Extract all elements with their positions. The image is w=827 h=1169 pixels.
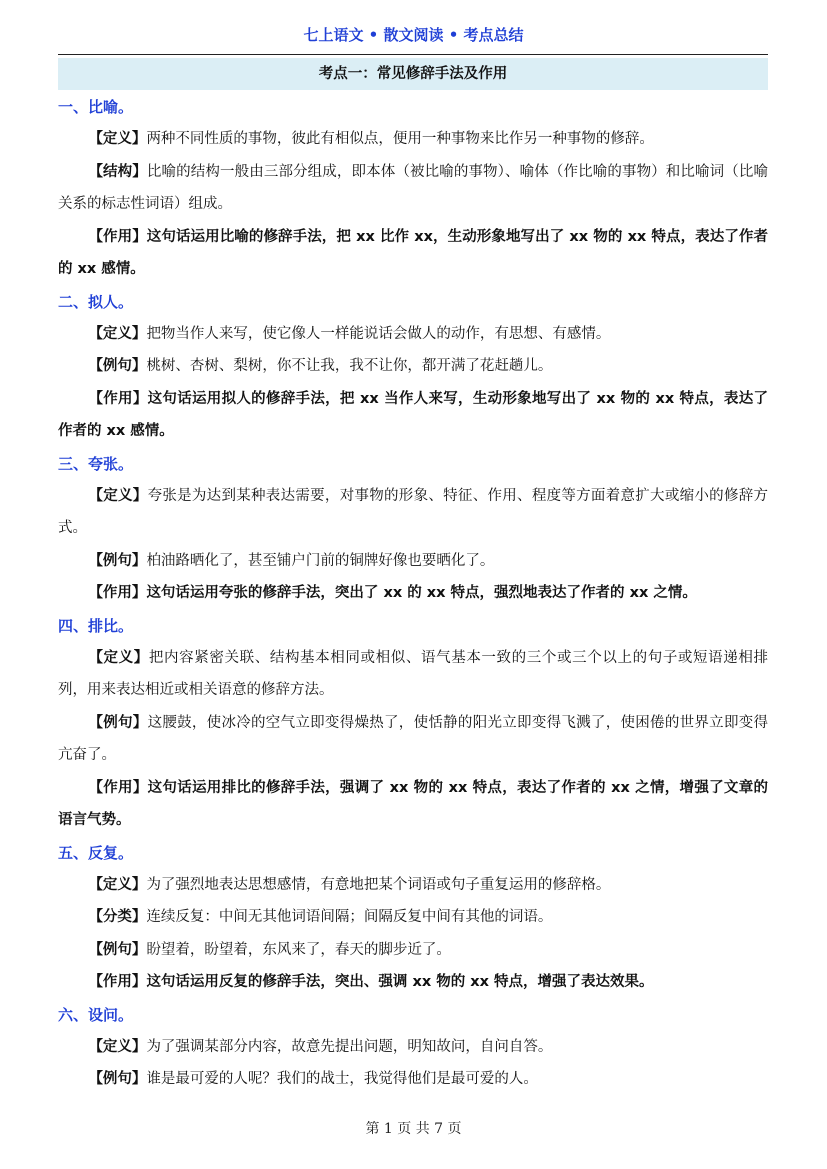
section-heading: 三、夸张。 xyxy=(58,454,134,473)
paragraph-text: 这腰鼓，使冰冷的空气立即变得燥热了，使恬静的阳光立即变得飞溅了，使困倦的世界立即变得亢奋了。 xyxy=(58,714,769,763)
section-heading: 四、排比。 xyxy=(58,616,134,635)
paragraph xyxy=(58,901,768,934)
paragraph xyxy=(58,1031,768,1064)
paragraph-label: 【分类】 xyxy=(88,909,147,925)
paragraph-text: 这句话运用比喻的修辞手法，把 xx 比作 xx，生动形象地写出了 xx 物的 xx 特点，表达了作者的 xx 感情。 xyxy=(58,228,769,277)
paragraph-label: 【结构】 xyxy=(88,163,147,180)
paragraph-label: 【定义】 xyxy=(88,131,147,147)
paragraph-text: 盼望着，盼望着，东风来了，春天的脚步近了。 xyxy=(146,941,451,958)
paragraph xyxy=(58,966,768,999)
paragraph-text: 谁是最可爱的人呢？我们的战士，我觉得他们是最可爱的人。 xyxy=(146,1071,538,1087)
paragraph-label: 【定义】 xyxy=(88,325,147,342)
paragraph xyxy=(58,480,768,545)
paragraph xyxy=(58,156,768,221)
paragraph-label: 【定义】 xyxy=(88,649,149,666)
paragraph-label: 【作用】 xyxy=(88,974,147,990)
paragraph-label: 【例句】 xyxy=(88,1071,147,1087)
paragraph-text: 这句话运用拟人的修辞手法，把 xx 当作人来写，生动形象地写出了 xx 物的 xx 特点，表达了作者的 xx 感情。 xyxy=(58,390,768,439)
section-heading: 二、拟人。 xyxy=(58,292,134,311)
paragraph xyxy=(58,318,768,351)
paragraph-label: 【例句】 xyxy=(88,358,147,374)
paragraph-label: 【定义】 xyxy=(88,1038,147,1055)
section-title-bar: 考点一：常见修辞手法及作用 xyxy=(58,58,768,90)
paragraph-text: 夸张是为达到某种表达需要，对事物的形象、特征、作用、程度等方面着意扩大或缩小的修辞方式。 xyxy=(58,487,769,536)
paragraph-label: 【例句】 xyxy=(88,552,147,569)
paragraph-text: 这句话运用反复的修辞手法，突出、强调 xx 物的 xx 特点，增强了表达效果。 xyxy=(146,974,654,990)
paragraph xyxy=(58,221,768,286)
paragraph-text: 这句话运用排比的修辞手法，强调了 xx 物的 xx 特点，表达了作者的 xx 之情，增强了文章的语言气势。 xyxy=(58,779,768,828)
paragraph xyxy=(58,383,768,448)
paragraph xyxy=(58,1063,768,1096)
paragraph-text: 这句话运用夸张的修辞手法，突出了 xx 的 xx 特点，强烈地表达了作者的 xx 之情。 xyxy=(146,585,697,601)
paragraph-text: 柏油路晒化了，甚至铺户门前的铜牌好像也要晒化了。 xyxy=(146,552,495,569)
paragraph-label: 【作用】 xyxy=(88,390,148,407)
content-body xyxy=(58,91,768,1096)
page-title: 七上语文 • 散文阅读 • 考点总结 xyxy=(303,26,524,44)
paragraph-label: 【作用】 xyxy=(88,228,147,245)
paragraph xyxy=(58,123,768,156)
paragraph xyxy=(58,869,768,902)
paragraph xyxy=(58,577,768,610)
paragraph-text: 两种不同性质的事物，彼此有相似点，便用一种事物来比作另一种事物的修辞。 xyxy=(146,131,654,147)
paragraph-text: 桃树、杏树、梨树，你不让我，我不让你，都开满了花赶趟儿。 xyxy=(146,358,553,374)
paragraph-label: 【例句】 xyxy=(88,714,148,731)
section-heading: 一、比喻。 xyxy=(58,98,134,116)
paragraph-text: 把内容紧密关联、结构基本相同或相似、语气基本一致的三个或三个以上的句子或短语递相排列，用来表达相近或相关语意的修辞方法。 xyxy=(58,649,769,698)
section-heading: 六、设问。 xyxy=(58,1005,134,1024)
page-footer: 第 1 页 共 7 页 xyxy=(365,1121,462,1137)
paragraph-label: 【作用】 xyxy=(88,585,147,601)
paragraph-label: 【例句】 xyxy=(88,941,147,958)
paragraph-text: 连续反复：中间无其他词语间隔；间隔反复中间有其他的词语。 xyxy=(146,909,553,925)
paragraph xyxy=(58,934,768,967)
paragraph-text: 把物当作人来写，使它像人一样能说话会做人的动作，有思想、有感情。 xyxy=(146,325,611,342)
paragraph-text: 为了强烈地表达思想感情，有意地把某个词语或句子重复运用的修辞格。 xyxy=(146,876,611,893)
paragraph-text: 为了强调某部分内容，故意先提出问题，明知故问，自问自答。 xyxy=(146,1038,553,1055)
paragraph xyxy=(58,772,768,837)
paragraph xyxy=(58,642,768,707)
section-heading: 五、反复。 xyxy=(58,843,134,862)
paragraph-label: 【作用】 xyxy=(88,779,148,796)
paragraph-text: 比喻的结构一般由三部分组成，即本体（被比喻的事物）、喻体（作比喻的事物）和比喻词（比喻关系的标志性词语）组成。 xyxy=(58,163,769,212)
paragraph-label: 【定义】 xyxy=(88,487,148,504)
paragraph xyxy=(58,707,768,772)
paragraph xyxy=(58,545,768,578)
paragraph xyxy=(58,350,768,383)
title-divider xyxy=(58,54,768,55)
paragraph-label: 【定义】 xyxy=(88,876,147,893)
